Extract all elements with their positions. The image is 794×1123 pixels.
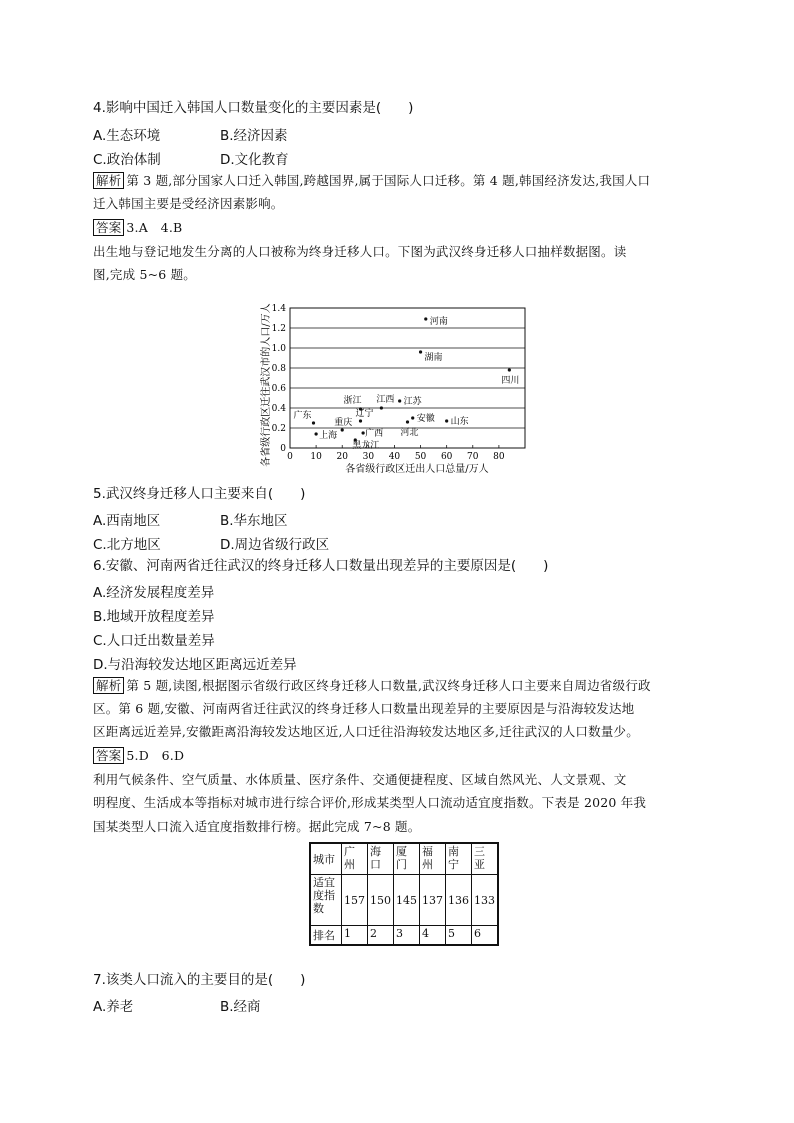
- chart-y-tick-label: 1.4: [271, 304, 286, 314]
- chart-x-tick-label: 30: [362, 452, 375, 462]
- chart-points: [294, 315, 520, 451]
- q4-stem: 4.影响中国迁入韩国人口数量变化的主要因素是( ): [93, 100, 414, 116]
- table-city-cell: 厦门: [394, 843, 420, 875]
- chart-point: [380, 406, 383, 409]
- chart-y-axis-label: 各省级行政区迁往武汉市的人口/万人: [261, 303, 272, 467]
- q6-analysis-line-1: [93, 677, 651, 695]
- chart-y-tick-label: 0.8: [271, 364, 286, 374]
- q7-option-b[interactable]: B.经商: [220, 999, 261, 1015]
- answer-tag: 答案: [93, 747, 124, 764]
- chart-x-tick-label: 0: [287, 452, 293, 462]
- table-rank-label: 排名: [310, 926, 342, 946]
- intro56-line-2: 图,完成 5~6 题。: [93, 267, 196, 282]
- chart-y-tick-label: 1.2: [271, 324, 286, 334]
- chart-frame: [290, 308, 525, 448]
- q6-option-d[interactable]: D.与沿海较发达地区距离远近差异: [93, 657, 297, 673]
- chart-point-label: 广东: [293, 411, 312, 421]
- chart-point: [341, 428, 344, 431]
- chart-point-label: 安徽: [416, 414, 435, 424]
- scatter-chart: [255, 295, 545, 480]
- intro78-line-1: 利用气候条件、空气质量、水体质量、医疗条件、交通便捷程度、区域自然风光、人文景观、文: [93, 772, 627, 787]
- q6-option-a[interactable]: A.经济发展程度差异: [93, 585, 215, 601]
- chart-point: [312, 421, 315, 424]
- chart-y-tick-label: 0.2: [271, 424, 286, 434]
- table-city-cell: 福州: [420, 843, 446, 875]
- table-row: [310, 875, 498, 926]
- chart-point-label: 黑龙江: [352, 441, 380, 451]
- table-index-label: 适宜度指数: [310, 875, 342, 926]
- q4-option-a[interactable]: A.生态环境: [93, 128, 161, 144]
- q4-answer-line: [93, 219, 182, 237]
- chart-axes: [290, 308, 525, 448]
- q5-option-d[interactable]: D.周边省级行政区: [220, 537, 330, 553]
- chart-point-label: 江西: [376, 395, 395, 405]
- q4-analysis-text-1: 第 3 题,部分国家人口迁入韩国,跨越国界,属于国际人口迁移。第 4 题,韩国经济发达,我国人口: [126, 173, 651, 188]
- q6-stem: 6.安徽、河南两省迁往武汉的终身迁移人口数量出现差异的主要原因是( ): [93, 558, 549, 574]
- chart-x-tick-label: 80: [493, 452, 505, 462]
- table-index-cell: 157: [342, 875, 368, 926]
- chart-grid: [290, 328, 525, 428]
- chart-point-label: 河北: [400, 428, 419, 438]
- chart-x-axis-label: 各省级行政区迁出人口总量/万人: [345, 464, 489, 475]
- table-rank-cell: 5: [446, 926, 472, 946]
- chart-x-tick-label: 60: [440, 452, 453, 462]
- chart-point-label: 广西: [365, 429, 384, 439]
- chart-x-tick-label: 50: [414, 452, 427, 462]
- chart-point-label: 上海: [319, 431, 338, 441]
- q6-analysis-line-3: 区距离远近差异,安徽距离沿海较发达地区近,人口迁往沿海较发达地区多,迁往武汉的人口数量少。: [93, 724, 639, 739]
- chart-point: [359, 419, 362, 422]
- table-index-cell: 150: [368, 875, 394, 926]
- table-city-cell: 南宁: [446, 843, 472, 875]
- q4-option-d[interactable]: D.文化教育: [220, 152, 289, 168]
- chart-point: [315, 432, 318, 435]
- q5-stem: 5.武汉终身迁移人口主要来自( ): [93, 486, 306, 502]
- table-header-label: 城市: [310, 843, 342, 875]
- table-row: [310, 843, 498, 875]
- table-index-cell: 136: [446, 875, 472, 926]
- q4-analysis-line-2: 迁入韩国主要是受经济因素影响。: [93, 196, 284, 211]
- q5-option-a[interactable]: A.西南地区: [93, 513, 161, 529]
- chart-point: [445, 419, 448, 422]
- table-row: [310, 926, 498, 946]
- chart-point-label: 重庆: [334, 418, 353, 428]
- table-rank-cell: 1: [342, 926, 368, 946]
- analysis-tag: 解析: [93, 172, 124, 189]
- chart-y-tick-label: 1.0: [271, 344, 286, 354]
- q6-answer-line: [93, 747, 184, 765]
- chart-point: [424, 317, 427, 320]
- chart-point-label: 湖南: [424, 353, 443, 363]
- chart-y-tick-label: 0: [280, 444, 286, 454]
- chart-x-tick-label: 20: [336, 452, 348, 462]
- answer-tag: 答案: [93, 219, 124, 236]
- chart-point: [419, 350, 422, 353]
- intro56-line-1: 出生地与登记地发生分离的人口被称为终身迁移人口。下图为武汉终身迁移人口抽样数据图。读: [93, 244, 627, 259]
- chart-point-label: 浙江: [343, 396, 362, 406]
- table-rank-cell: 4: [420, 926, 446, 946]
- chart-point-label: 辽宁: [355, 409, 374, 419]
- q6-analysis-line-2: 区。第 6 题,安徽、河南两省迁往武汉的终身迁移人口数量出现差异的主要原因是与沿海较发达地: [93, 701, 635, 716]
- table-rank-cell: 2: [368, 926, 394, 946]
- table-city-cell: 海口: [368, 843, 394, 875]
- q6-option-c[interactable]: C.人口迁出数量差异: [93, 633, 215, 649]
- table-index-cell: 145: [394, 875, 420, 926]
- table-index-cell: 133: [472, 875, 499, 926]
- chart-y-tick-label: 0.6: [271, 384, 286, 394]
- chart-point-label: 四川: [501, 376, 520, 386]
- table-rank-cell: 6: [472, 926, 499, 946]
- chart-point: [398, 399, 401, 402]
- chart-point: [406, 420, 409, 423]
- q5-option-b[interactable]: B.华东地区: [220, 513, 288, 529]
- intro78-line-3: 国某类型人口流入适宜度指数排行榜。据此完成 7~8 题。: [93, 819, 421, 834]
- table-index-cell: 137: [420, 875, 446, 926]
- q6-analysis-text-1: 第 5 题,读图,根据图示省级行政区终身迁移人口数量,武汉终身迁移人口主要来自周边省级行政: [126, 678, 651, 693]
- q4-option-c[interactable]: C.政治体制: [93, 152, 161, 168]
- intro78-line-2: 明程度、生活成本等指标对城市进行综合评价,形成某类型人口流动适宜度指数。下表是 2020 年我: [93, 795, 647, 810]
- chart-point: [411, 416, 414, 419]
- chart-x-tick-label: 70: [467, 452, 479, 462]
- q6-answer-text: 5.D 6.D: [126, 748, 185, 763]
- chart-point-label: 山东: [450, 417, 469, 427]
- table-city-cell: 广州: [342, 843, 368, 875]
- q4-answer-text: 3.A 4.B: [126, 220, 183, 235]
- table-city-cell: 三亚: [472, 843, 499, 875]
- q4-option-b[interactable]: B.经济因素: [220, 128, 288, 144]
- analysis-tag: 解析: [93, 677, 124, 694]
- chart-point-label: 河南: [429, 317, 448, 327]
- q7-stem: 7.该类人口流入的主要目的是( ): [93, 972, 306, 988]
- table-rank-cell: 3: [394, 926, 420, 946]
- chart-x-tick-label: 10: [310, 452, 322, 462]
- q6-option-b[interactable]: B.地域开放程度差异: [93, 609, 215, 625]
- chart-point: [508, 368, 511, 371]
- chart-point-label: 江苏: [403, 397, 422, 407]
- chart-y-tick-label: 0.4: [271, 404, 286, 414]
- q7-option-a[interactable]: A.养老: [93, 999, 134, 1015]
- suitability-index-table: [309, 842, 499, 946]
- chart-x-tick-label: 40: [388, 452, 401, 462]
- q4-analysis-line-1: [93, 172, 650, 190]
- q5-option-c[interactable]: C.北方地区: [93, 537, 161, 553]
